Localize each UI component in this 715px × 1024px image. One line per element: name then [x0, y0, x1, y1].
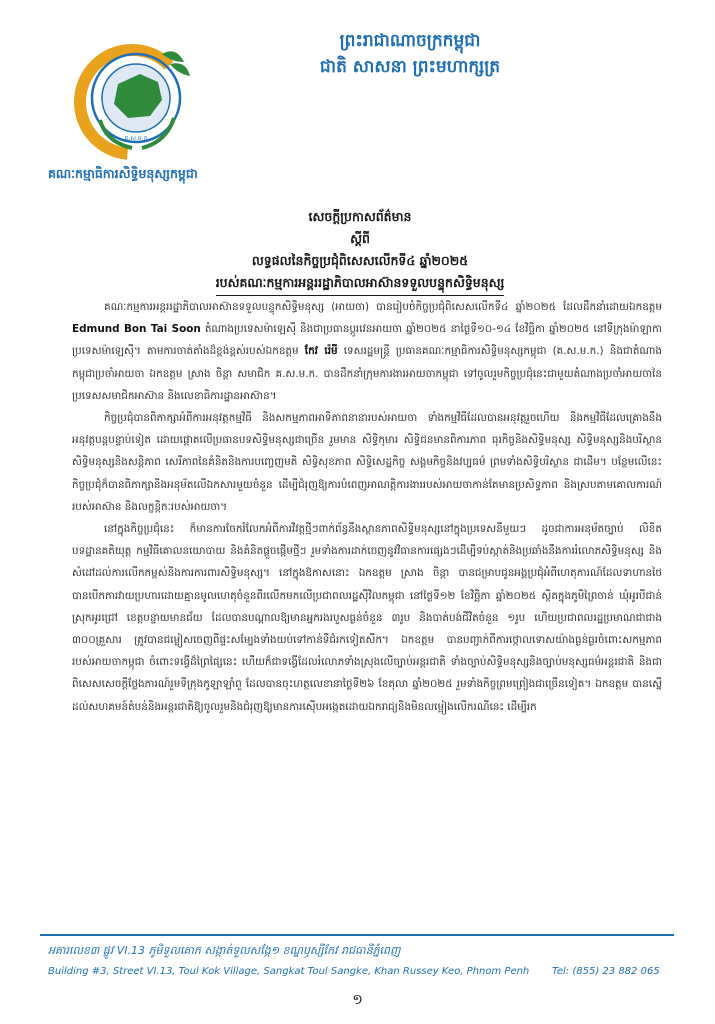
footer-telephone: Tel: (855) 23 882 065 [552, 966, 660, 977]
chair-name: Edmund Bon Tai Soon [72, 323, 201, 336]
footer-address-english: Building #3, Street VI.13, Toul Kok Village, Sangkat Toul Sangke, Khan Russey Keo, Phnom Penh [48, 966, 530, 977]
document-body [72, 296, 662, 718]
page-number: ១ [352, 992, 363, 1008]
title-meeting-results: លទ្ធផលនៃកិច្ចប្រជុំពិសេសលើកទី៤ ឆ្នាំ២០២៥ [251, 253, 469, 268]
title-press-release: សេចក្តីប្រកាសព័ត៌មាន [308, 209, 412, 224]
title-commission [90, 272, 630, 296]
logo-ring-text: គ.ស.ម.ក [124, 135, 148, 142]
paragraph-2: កិច្ចប្រជុំបានពិភាក្សាអំពីការអនុវត្តកម្មវិធី និងសកម្មភាពអាទិភាពនានារបស់អាយចា ទាំងកម្មវិធីដែលបានអនុវត្តរួចហើយ និងកម្មវិធីដែលគ្រោងនឹងអនុវត្តបន្តបន្ទាប់ទៀត ដោយផ្តោតលើប្រធានបទសិទ្ធិមនុស្សជាច្រើន រួមមាន សិទ្ធិកុមារ សិទ្ធិជនមានពិការភាព ធុរកិច្ចនិងសិទ្ធិមនុស្ស សិទ្ធិមនុស្សនិងបរិស្ថាន សិទ្ធិមនុស្សនិងសន្តិភាព សេរីភាពនៃគំនិតនិងការបញ្ចេញមតិ សិទ្ធិសុខភាព សិទ្ធិសេដ្ឋកិច្ច សង្គមកិច្ចនិងវប្បធម៌ ព្រមទាំងសិទ្ធិបរិស្ថាន ជាដើម។ បន្ថែមលើនេះ កិច្ចប្រជុំក៏បានពិភាក្សានិងអនុម័តលើឯកសារមួយចំនួន ដើម្បីជំរុញឱ្យការបំពេញអាណត្តិការងាររបស់អាយចាកាន់តែមានប្រសិទ្ធភាព និងស្របតាមគោលការណ៍របស់អាស៊ាន និងលក្ខន្តិកៈរបស់អាយចា។ [72, 412, 662, 513]
title-commission-text: របស់គណៈកម្មការអន្តររដ្ឋាភិបាលអាស៊ានទទួលបន្ទុកសិទ្ធិមនុស្ស [216, 272, 505, 296]
title-regarding: ស្តីពី [350, 231, 370, 246]
national-motto [280, 28, 540, 80]
motto-kingdom: ព្រះរាជាណាចក្រកម្ពុជា [339, 31, 481, 51]
paragraph-3: នៅក្នុងកិច្ចប្រជុំនេះ ក៏មានការចែករំលែកអំពីការវិវត្តថ្មីៗពាក់ព័ន្ធនឹងស្ថានភាពសិទ្ធិមនុស្សនៅក្នុងប្រទេសនីមួយៗ ដូចជាការអនុម័តច្បាប់ លិខិតបទដ្ឋានគតិយុត្ត កម្មវិធីគោលនយោបាយ និងគំនិតផ្តួចផ្តើមថ្មីៗ រួមទាំងការដាក់ចេញនូវវិធានការផ្សេងៗដើម្បីទប់ស្កាត់និងប្រឆាំងនឹងការរំលោភសិទ្ធិមនុស្ស និងសំដៅដល់ការលើកកម្ពស់និងការការពារសិទ្ធិមនុស្ស។ នៅក្នុងឱកាសនោះ ឯកឧត្តម ស្រាង ចិន្តា បានជម្រាបជូនអង្គប្រជុំអំពីហេតុការណ៍ដែលទាហានថៃបានបើកការវាយប្រហារដោយគ្មានមូលហេតុចំនួនពីរលើកមកលើប្រជាពលរដ្ឋស៊ីវិលកម្ពុជា នៅថ្ងៃទី១២ ខែវិច្ឆិកា ឆ្នាំ២០២៥ ស្ថិតក្នុងភូមិព្រៃចាន់ ឃុំអូរបីជាន់ ស្រុកអូរជ្រៅ ខេត្តបន្ទាយមានជ័យ ដែលបានបណ្តាលឱ្យមានអ្នករងរបួសធ្ងន់ចំនួន ៣រូប និងបាត់បង់ជីវិតចំនួន ១រូប ហើយប្រជាពលរដ្ឋប្រមាណជាជាង ៣០០គ្រួសារ ត្រូវបានជម្លៀសចេញពីផ្ទះសម្បែងទាំងយប់ទៅកាន់ទីជំរកទៀតសឹក។ ឯកឧត្តម បានបញ្ជាក់ពីការថ្កោលទោសយ៉ាងធ្ងន់ធ្ងរចំពោះសកម្មភាពរបស់អាយចាកម្ពុជា ចំពោះទង្វើដ៏ព្រៃផ្សៃនេះ ហើយក៏ជាទង្វើដែលរំលោភទាំងស្រុងលើច្បាប់អន្តរជាតិ ទាំងច្បាប់សិទ្ធិមនុស្សនិងច្បាប់មនុស្សធម៌អន្តរជាតិ និងជាពិសេសសេចក្តីថ្លែងការណ៍រួមទីក្រុងកូឡាឡាំពួ ដែលបានចុះហត្ថលេខានាថ្ងៃទី២៦ ខែតុលា ឆ្នាំ២០២៥ រួមទាំងកិច្ចព្រមព្រៀងជាច្រើនទៀត។ ឯកឧត្តម បានស្នើដល់សហគមន៍តំបន់និងអន្តរជាតិឱ្យចូលរួមនិងជំរុញឱ្យមានការស៊ើបអង្កេតដោយឯករាជ្យនិងមិនលម្អៀងលើករណីនេះ ដើម្បីរក [72, 523, 662, 713]
paragraph-1-part-a: គណៈកម្មការអន្តររដ្ឋាភិបាលអាស៊ានទទួលបន្ទុកសិទ្ធិមនុស្ស (អាយចា) បានរៀបចំកិច្ចប្រជុំពិសេសលើកទី៤ ឆ្នាំ២០២៥ ដែលដឹកនាំដោយឯកឧត្តម [104, 301, 662, 313]
committee-logo [66, 32, 208, 164]
organization-name: គណៈកម្មាធិការសិទ្ធិមនុស្សកម្ពុជា [48, 166, 198, 181]
paragraph-1-part-c: ទេសរដ្ឋមន្ត្រី ប្រធានគណៈកម្មាធិការសិទ្ធិមនុស្សកម្ពុជា (គ.ស.ម.ក.) និងជាតំណាងកម្ពុជាប្រចាំអាយចា ឯកឧត្តម ស្រាង ចិន្តា សមាជិក គ.ស.ម.ក. បានដឹកនាំក្រុមការងារអាយចាកម្ពុជា ទៅចូលរួមកិច្ចប្រជុំនេះជាមួយតំណាងប្រចាំអាយចានៃប្រទេសសមាជិកអាស៊ាន និងលេខាធិការដ្ឋានអាស៊ាន។ [72, 345, 662, 402]
document-title-block [90, 206, 630, 296]
minister-name: កែវ រ៉េមី [304, 345, 338, 358]
footer-divider [40, 934, 674, 936]
paragraph-1 [72, 296, 662, 407]
footer-address-khmer: អគារលេខ៣ ផ្លូវ VI.13 ភូមិទួលគោក សង្កាត់ទួលសង្កែ១ ខណ្ឌឫស្សីកែវ រាជធានីភ្នំពេញ [48, 944, 401, 957]
motto-nation-religion-king: ជាតិ សាសនា ព្រះមហាក្សត្រ [319, 57, 501, 77]
paragraph-1-part-b: តំណាងប្រទេសម៉ាឡេស៊ី និងជាប្រធានប្តូរវេនអាយចា ឆ្នាំ២០២៥ នាថ្ងៃទី១០-១៤ ខែវិច្ឆិកា ឆ្នាំ២០២៥ នៅទីក្រុងម៉ាឡាកា ប្រទេសម៉ាឡេស៊ី។ តាមការចាត់តាំងដ៏ខ្ពង់ខ្ពស់របស់ឯកឧត្តម [72, 323, 662, 358]
